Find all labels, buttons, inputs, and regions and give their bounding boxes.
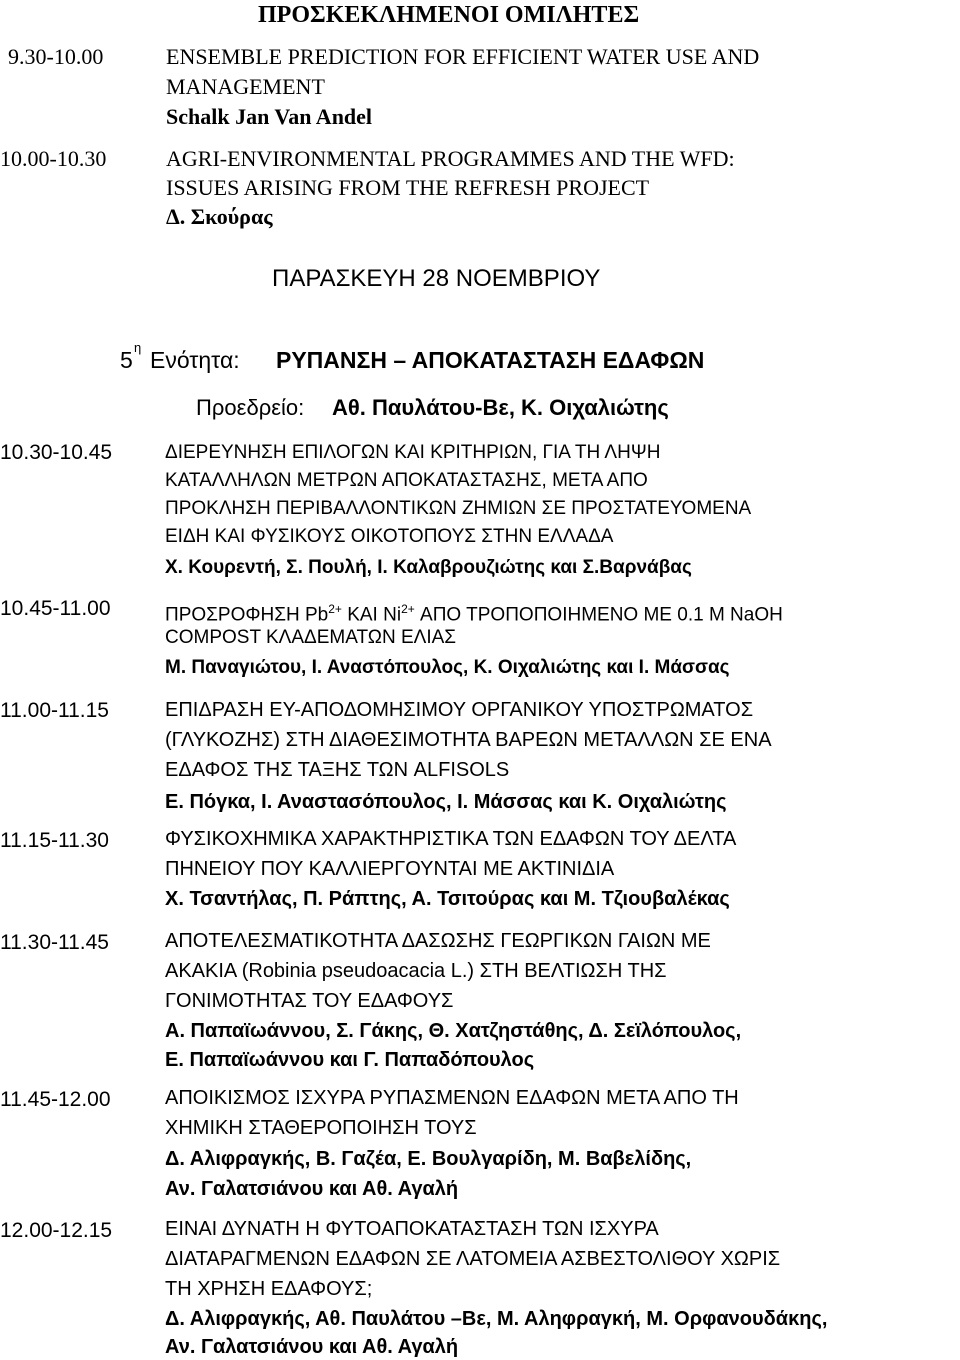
talk-authors: Δ. Σκούρας	[166, 204, 273, 229]
talk-time: 11.00-11.15	[0, 699, 109, 722]
charge-superscript: 2+	[401, 602, 415, 616]
talk-title-line: ENSEMBLE PREDICTION FOR EFFICIENT WATER USE AND	[166, 44, 760, 69]
session-number: 5	[120, 347, 133, 373]
talk-title-line: ΦΥΣΙΚΟΧΗΜΙΚΑ ΧΑΡΑΚΤΗΡΙΣΤΙΚΑ ΤΩΝ ΕΔΑΦΩΝ ΤΟΥ ΔΕΛΤΑ	[165, 828, 737, 850]
talk-title-line: ΕΙΔΗ ΚΑΙ ΦΥΣΙΚΟΥΣ ΟΙΚΟΤΟΠΟΥΣ ΣΤΗΝ ΕΛΛΑΔΑ	[165, 526, 614, 547]
chair-label: Προεδρείο:	[196, 395, 305, 420]
talk-title-line: ΠΡΟΚΛΗΣΗ ΠΕΡΙΒΑΛΛΟΝΤΙΚΩΝ ΖΗΜΙΩΝ ΣΕ ΠΡΟΣΤΑΤΕΥΟΜΕΝΑ	[165, 498, 752, 519]
talk-authors: Δ. Αλιφραγκής, Αθ. Παυλάτου –Βε, Μ. Αληφραγκή, Μ. Ορφανουδάκης,	[165, 1308, 828, 1330]
talk-authors: Α. Παπαϊωάννου, Σ. Γάκης, Θ. Χατζηστάθης, Δ. Σεϊλόπουλος,	[165, 1020, 742, 1042]
title-part: ΑΠΟ ΤΡΟΠΟΠΟΙΗΜΕΝΟ ΜΕ 0.1 M NaOH	[414, 604, 783, 626]
talk-title-line: ΧΗΜΙΚΗ ΣΤΑΘΕΡΟΠΟΙΗΣΗ ΤΟΥΣ	[165, 1117, 477, 1139]
talk-title-line: ΕΠΙΔΡΑΣΗ ΕΥ-ΑΠΟΔΟΜΗΣΙΜΟΥ ΟΡΓΑΝΙΚΟΥ ΥΠΟΣΤΡΩΜΑΤΟΣ	[165, 699, 754, 721]
day-heading: ΠΑΡΑΣΚΕΥΗ 28 ΝΟΕΜΒΡΙΟΥ	[272, 265, 601, 292]
talk-time: 11.45-12.00	[0, 1088, 111, 1111]
talk-title-line: ΕΙΝΑΙ ΔΥΝΑΤΗ Η ΦΥΤΟΑΠΟΚΑΤΑΣΤΑΣΗ ΤΩΝ ΙΣΧΥΡΑ	[165, 1218, 659, 1240]
talk-time: 11.30-11.45	[0, 931, 109, 954]
talk-title-line	[165, 596, 783, 628]
talk-title-line: ΕΔΑΦΟΣ ΤΗΣ ΤΑΞΗΣ ΤΩΝ ALFISOLS	[165, 759, 510, 781]
session-title: ΡΥΠΑΝΣΗ – ΑΠΟΚΑΤΑΣΤΑΣΗ ΕΔΑΦΩΝ	[276, 347, 705, 373]
talk-authors: Ε. Παπαϊωάννου και Γ. Παπαδόπουλος	[165, 1049, 535, 1071]
talk-time: 10.00-10.30	[0, 146, 107, 171]
session-label: Ενότητα:	[150, 347, 240, 373]
talk-title-line: ΓΟΝΙΜΟΤΗΤΑΣ ΤΟΥ ΕΔΑΦΟΥΣ	[165, 990, 454, 1012]
charge-superscript: 2+	[328, 602, 342, 616]
talk-title-line: COMPOST ΚΛΑΔΕΜΑΤΩΝ ΕΛΙΑΣ	[165, 627, 457, 648]
talk-title-line: ΠΗΝΕΙΟΥ ΠΟΥ ΚΑΛΛΙΕΡΓΟΥΝΤΑΙ ΜΕ ΑΚΤΙΝΙΔΙΑ	[165, 858, 615, 880]
talk-title-line: MANAGEMENT	[166, 74, 325, 99]
talk-title-line: ΚΑΤΑΛΛΗΛΩΝ ΜΕΤΡΩΝ ΑΠΟΚΑΤΑΣΤΑΣΗΣ, ΜΕΤΑ ΑΠΟ	[165, 470, 648, 491]
talk-title-line: AGRI-ENVIRONMENTAL PROGRAMMES AND THE WFD:	[166, 146, 735, 171]
talk-authors: Αν. Γαλατσιάνου και Αθ. Αγαλή	[165, 1178, 459, 1200]
talk-title-line: ΔΙΕΡΕΥΝΗΣΗ ΕΠΙΛΟΓΩΝ ΚΑΙ ΚΡΙΤΗΡΙΩΝ, ΓΙΑ ΤΗ ΛΗΨΗ	[165, 442, 661, 463]
talk-time: 10.45-11.00	[0, 597, 111, 620]
talk-time: 12.00-12.15	[0, 1219, 113, 1242]
talk-title-line: ΑΠΟΙΚΙΣΜΟΣ ΙΣΧΥΡΑ ΡΥΠΑΣΜΕΝΩΝ ΕΔΑΦΩΝ ΜΕΤΑ ΑΠΟ ΤΗ	[165, 1087, 739, 1109]
section-heading: ΠΡΟΣΚΕΚΛΗΜΕΝΟΙ ΟΜΙΛΗΤΕΣ	[258, 2, 640, 28]
talk-title-line: ΑΚΑΚΙΑ (Robinia pseudoacacia L.) ΣΤΗ ΒΕΛΤΙΩΣΗ ΤΗΣ	[165, 960, 667, 982]
session-superscript: η	[134, 340, 142, 355]
title-part: ΠΡΟΣΡΟΦΗΣΗ Pb	[165, 604, 329, 626]
talk-time: 10.30-10.45	[0, 441, 113, 464]
talk-authors: Δ. Αλιφραγκής, Β. Γαζέα, Ε. Βουλγαρίδη, Μ. Βαβελίδης,	[165, 1148, 692, 1170]
talk-title-line: ΑΠΟΤΕΛΕΣΜΑΤΙΚΟΤΗΤΑ ΔΑΣΩΣΗΣ ΓΕΩΡΓΙΚΩΝ ΓΑΙΩΝ ΜΕ	[165, 930, 711, 952]
talk-time: 9.30-10.00	[8, 44, 104, 69]
talk-title-line: ISSUES ARISING FROM THE REFRESH PROJECT	[166, 175, 650, 200]
title-part: ΚΑΙ Ni	[341, 604, 402, 626]
talk-title-line: (ΓΛΥΚΟΖΗΣ) ΣΤΗ ΔΙΑΘΕΣΙΜΟΤΗΤΑ ΒΑΡΕΩΝ ΜΕΤΑΛΛΩΝ ΣΕ ΕΝΑ	[165, 729, 772, 751]
talk-authors: Schalk Jan Van Andel	[166, 104, 373, 129]
talk-title-line: ΤΗ ΧΡΗΣΗ ΕΔΑΦΟΥΣ;	[165, 1278, 373, 1300]
talk-authors: Αν. Γαλατσιάνου και Αθ. Αγαλή	[165, 1336, 459, 1358]
talk-title-line: ΔΙΑΤΑΡΑΓΜΕΝΩΝ ΕΔΑΦΩΝ ΣΕ ΛΑΤΟΜΕΙΑ ΑΣΒΕΣΤΟΛΙΘΟΥ ΧΩΡΙΣ	[165, 1248, 781, 1270]
talk-authors: Ε. Πόγκα, Ι. Αναστασόπουλος, Ι. Μάσσας και Κ. Οιχαλιώτης	[165, 791, 727, 813]
talk-authors: Χ. Κουρεντή, Σ. Πουλή, Ι. Καλαβρουζιώτης και Σ.Βαρνάβας	[165, 557, 692, 578]
talk-time: 11.15-11.30	[0, 829, 109, 852]
chair-names: Αθ. Παυλάτου-Βε, Κ. Οιχαλιώτης	[332, 395, 669, 420]
talk-authors: Μ. Παναγιώτου, Ι. Αναστόπουλος, Κ. Οιχαλιώτης και Ι. Μάσσας	[165, 657, 730, 678]
talk-authors: Χ. Τσαντήλας, Π. Ράπτης, Α. Τσιτούρας και Μ. Τζιουβαλέκας	[165, 888, 730, 910]
